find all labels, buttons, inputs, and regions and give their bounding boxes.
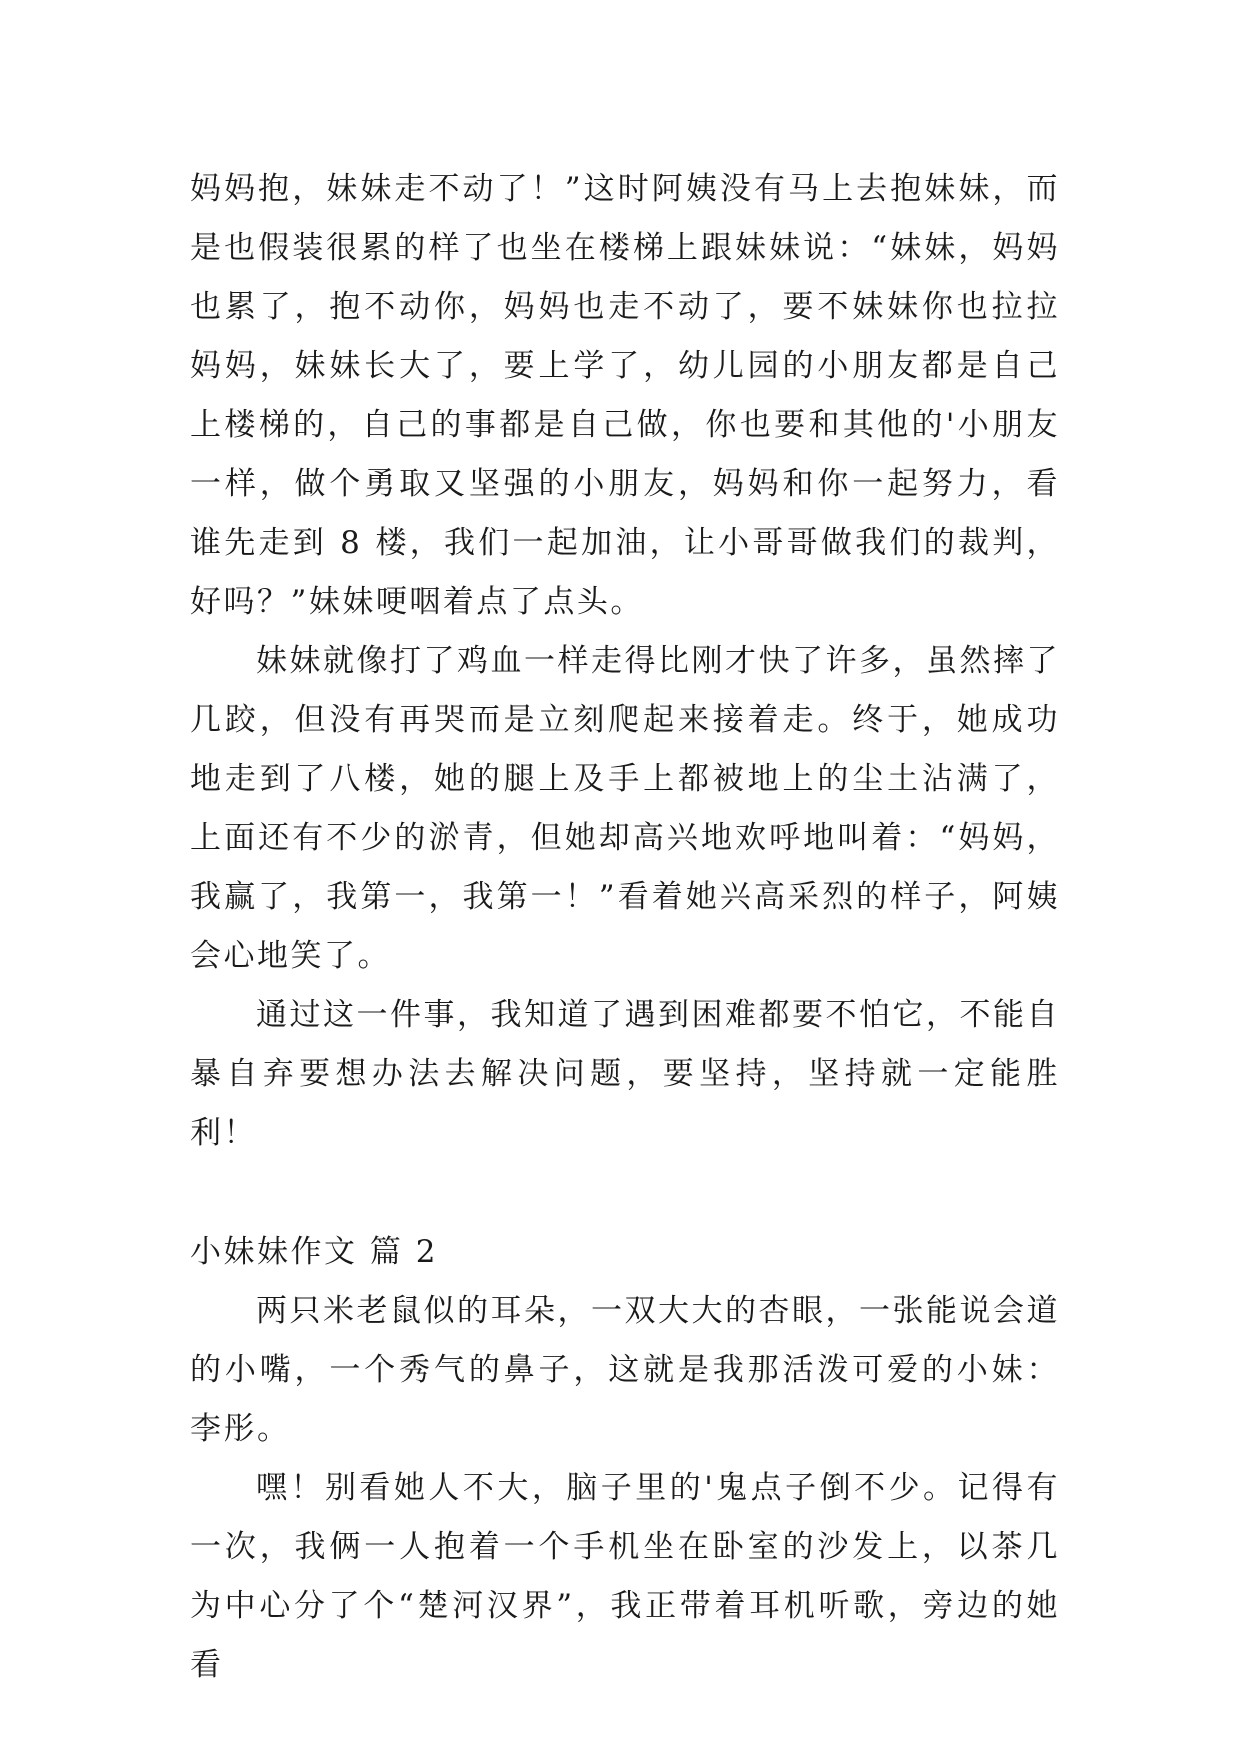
document-body bbox=[190, 160, 1060, 1695]
paragraph-2: 妹妹就像打了鸡血一样走得比刚才快了许多，虽然摔了几跤，但没有再哭而是立刻爬起来接着走。终于，她成功地走到了八楼，她的腿上及手上都被地上的尘土沾满了，上面还有不少的淤青，但她却高兴地欢呼地叫着：“妈妈，我赢了，我第一，我第一！”看着她兴高采烈的样子，阿姨会心地笑了。 bbox=[190, 643, 1060, 974]
section-heading: 小妹妹作文 篇 2 bbox=[190, 1234, 438, 1270]
paragraph-5: 嘿！别看她人不大，脑子里的'鬼点子倒不少。记得有一次，我俩一人抱着一个手机坐在卧室的沙发上，以茶几为中心分了个“楚河汉界”，我正带着耳机听歌，旁边的她看 bbox=[190, 1470, 1060, 1683]
paragraph-3: 通过这一件事，我知道了遇到困难都要不怕它，不能自暴自弃要想办法去解决问题，要坚持，坚持就一定能胜利！ bbox=[190, 997, 1060, 1151]
paragraph-4: 两只米老鼠似的耳朵，一双大大的杏眼，一张能说会道的小嘴，一个秀气的鼻子，这就是我那活泼可爱的小妹：李彤。 bbox=[190, 1293, 1060, 1447]
paragraph-1: 妈妈抱，妹妹走不动了！”这时阿姨没有马上去抱妹妹，而是也假装很累的样了也坐在楼梯上跟妹妹说：“妹妹，妈妈也累了，抱不动你，妈妈也走不动了，要不妹妹你也拉拉妈妈，妹妹长大了，要上学了，幼儿园的小朋友都是自己上楼梯的，自己的事都是自己做，你也要和其他的'小朋友一样，做个勇取又坚强的小朋友，妈妈和你一起努力，看谁先走到 8 楼，我们一起加油，让小哥哥做我们的裁判，好吗？”妹妹哽咽着点了点头。 bbox=[190, 171, 1060, 620]
